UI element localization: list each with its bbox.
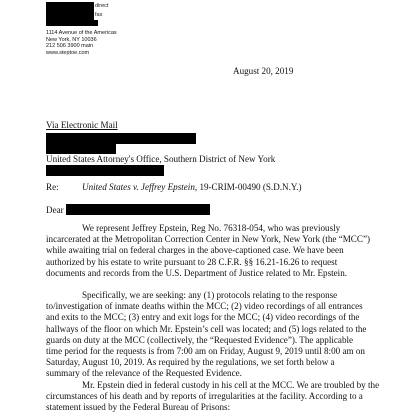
salutation: Dear [46,205,64,215]
paragraph-3 [46,380,379,414]
paragraph-line: Saturday, August 10, 2019. As required by the regulations, we set forth below a [46,357,335,368]
paragraph-line: summary of the relevance of the Requested Evidence. [46,368,242,379]
redaction-block [46,165,164,176]
paragraph-line: We represent Jeffrey Epstein, Reg No. 76318-054, who was previously [82,223,341,233]
redaction-block [46,144,116,154]
address-line-1: 1114 Avenue of the Americas [46,30,117,36]
paragraph-line: and exits to the MCC; (3) entry and exit logs for the MCC; (4) video recordings of the [46,312,360,323]
re-label: Re: [46,182,59,192]
redaction-block [46,11,94,20]
direct-label: direct [95,3,109,9]
paragraph-line: Mr. Epstein died in federal custody in his cell at the MCC. We are troubled by the [82,380,380,390]
phone-main: 212 506 3900 main [46,43,94,50]
paragraph-line: to/investigation of inmate deaths within the MCC; (2) video recordings of all entrances [46,301,363,312]
redaction-block [46,133,196,144]
paragraph-1 [46,223,370,279]
letter-date: August 20, 2019 [233,66,294,76]
case-number: , 19-CRIM-00490 (S.D.N.Y.) [194,182,302,192]
fax-label: fax [95,12,103,18]
re-subject [82,182,302,193]
delivery-method: Via Electronic Mail [46,120,118,130]
redaction-block [46,20,98,26]
paragraph-line: hallways of the floor on which Mr. Epstein’s cell was located; and (5) logs related to the [46,323,367,334]
website: www.steptoe.com [46,49,90,56]
paragraph-line: circumstances of his death and by reports of irregularities at the facility. According to a [46,391,363,402]
paragraph-line: documents and records from the U.S. Department of Justice related to Mr. Epstein. [46,267,348,278]
paragraph-2 [46,290,366,380]
paragraph-line: guards on duty at the MCC (collectively, the “Requested Evidence”). The applicable [46,334,354,345]
recipient-office: United States Attorney's Office, Southern District of New York [46,154,276,164]
paragraph-line: authorized by his estate to write pursuant to 28 C.F.R. §§ 16.21-16.26 to request [46,256,338,267]
paragraph-line: incarcerated at the Metropolitan Correction Center in New York, New York (the “MCC”) [46,234,371,245]
case-name: United States v. Jeffrey Epstein [82,182,195,192]
redaction-block [66,204,210,215]
paragraph-line: statement issued by the Federal Bureau of Prisons: [46,402,231,413]
paragraph-line: while awaiting trial on federal charges in the above-captioned case. We have been [46,245,344,256]
redaction-block [46,2,94,11]
address-line-2: New York, NY 10036 [46,36,97,43]
paragraph-line: Specifically, we are seeking: any (1) protocols relating to the response [82,290,338,300]
paragraph-line: time period for the requests is from 7:00 am on Friday, August 9, 2019 until 8:00 am on [46,346,365,357]
